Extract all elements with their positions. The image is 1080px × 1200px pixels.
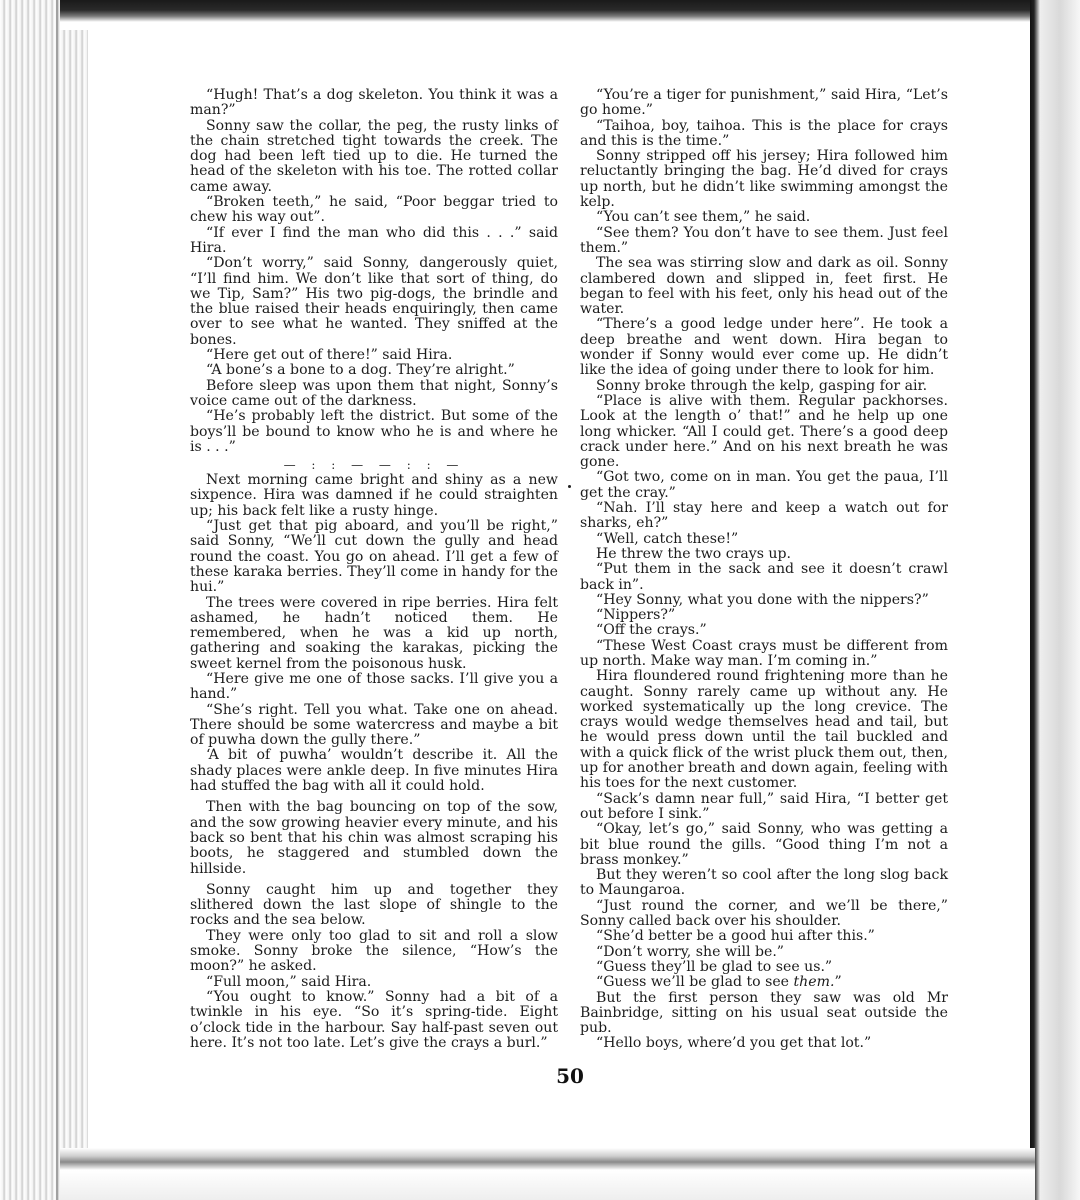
paragraph: They were only too glad to sit and roll a slow smoke. Sonny broke the silence, “How’s the moon?” he asked. bbox=[190, 927, 558, 975]
paragraph: “You’re a tiger for punishment,” said Hira, “Let’s go home.” bbox=[580, 87, 948, 119]
paragraph: “There’s a good ledge under here”. He took a deep breathe and went down. Hira began to wonder if Sonny would ever come up. He didn’t like the idea of going under there to look for him. bbox=[580, 316, 948, 379]
paragraph: Sonny saw the collar, the peg, the rusty links of the chain stretched tight towards the creek. The dog had been left tied up to die. He turned the head of the skeleton with his toe. The rotted collar came away. bbox=[190, 117, 558, 195]
page-number: 50 bbox=[556, 1064, 584, 1088]
scene-break: — : : — — : : — bbox=[283, 458, 465, 473]
paragraph: “Broken teeth,” he said, “Poor beggar tried to chew his way out”. bbox=[190, 194, 558, 226]
paragraph: “She’d better be a good hui after this.” bbox=[596, 928, 875, 945]
paragraph: Before sleep was upon them that night, Sonny’s voice came out of the darkness. bbox=[190, 377, 558, 409]
scan-top-edge bbox=[60, 0, 1030, 30]
paragraph: “If ever I find the man who did this . . .” said Hira. bbox=[190, 224, 558, 256]
paragraph: “Place is alive with them. Regular packhorses. Look at the length o’ that!” and he help up one long whicker. “All I could get. There’s a good deep crack under here.” And on his next breath he was gone. bbox=[580, 392, 948, 471]
paragraph: “Sack’s damn near full,” said Hira, “I better get out before I sink.” bbox=[580, 790, 948, 822]
emphasis: them. bbox=[793, 974, 835, 991]
paragraph bbox=[580, 975, 948, 990]
paragraph: Next morning came bright and shiny as a new sixpence. Hira was damned if he could straighten up; his back felt like a rusty hinge. bbox=[190, 472, 558, 519]
paragraph: ‘A bit of puwha’ wouldn’t describe it. All the shady places were ankle deep. In five minutes Hira had stuffed the bag with all it could hold. bbox=[190, 747, 558, 795]
paragraph: He threw the two crays up. bbox=[596, 545, 792, 562]
ink-speck bbox=[568, 485, 571, 488]
scan-left-edge bbox=[0, 0, 88, 1200]
paragraph: “Full moon,” said Hira. bbox=[206, 973, 372, 990]
paragraph: “Hugh! That’s a dog skeleton. You think it was a man?” bbox=[190, 87, 558, 119]
paragraph: Sonny stripped off his jersey; Hira followed him reluctantly bringing the bag. He’d dived for crays up north, but he didn’t like swimming amongst the kelp. bbox=[580, 148, 948, 211]
paragraph: “You ought to know.” Sonny had a bit of a twinkle in his eye. “So it’s spring-tide. Eight o’clock tide in the harbour. Say half-past seven out here. It’s not too late. Let’s give the crays a burl.” bbox=[190, 988, 558, 1051]
right-column bbox=[580, 88, 948, 1052]
paragraph: “Okay, let’s go,” said Sonny, who was getting a bit blue round the gills. “Good thing I’m not a brass monkey.” bbox=[580, 821, 948, 868]
paragraph: The sea was stirring slow and dark as oil. Sonny clambered down and slipped in, feet first. He began to feel with his feet, only his head out of the water. bbox=[580, 255, 948, 318]
text-segment: “Guess we’ll be glad to see bbox=[596, 974, 794, 991]
scan-bottom-edge bbox=[60, 1148, 1035, 1200]
paragraph: But they weren’t so cool after the long slog back to Maungaroa. bbox=[580, 867, 948, 899]
paragraph: “Don’t worry, she will be.” bbox=[596, 943, 785, 960]
paragraph: The trees were covered in ripe berries. Hira felt ashamed, he hadn’t noticed them. He remembered, when he was a kid up north, gathering and soaking the karakas, picking the sweet kernel from the poisonous husk. bbox=[190, 594, 558, 672]
paragraph: “Well, catch these!” bbox=[596, 530, 739, 547]
paragraph: “Guess they’ll be glad to see us.” bbox=[596, 958, 833, 975]
left-column bbox=[190, 88, 558, 1051]
paragraph: “Nippers?” bbox=[596, 607, 676, 624]
paragraph: “Hey Sonny, what you done with the nippers?” bbox=[596, 591, 929, 608]
paragraph: “You can’t see them,” he said. bbox=[596, 209, 811, 226]
paragraph: Sonny broke through the kelp, gasping for air. bbox=[596, 377, 928, 394]
paragraph: “He’s probably left the district. But some of the boys’ll be bound to know who he is and where he is . . .” bbox=[190, 408, 558, 455]
paragraph: “Just get that pig aboard, and you’ll be right,” said Sonny, “We’ll cut down the gully and head round the coast. You go on ahead. I’ll get a few of these karaka berries. They’ll come in handy for the hui.” bbox=[190, 518, 558, 596]
paragraph: “Don’t worry,” said Sonny, dangerously quiet, “I’ll find him. We don’t like that sort of thing, do we Tip, Sam?” His two pig-dogs, the brindle and the blue raised their heads enquiringly, then came over to see what he wanted. They sniffed at the bones. bbox=[190, 255, 558, 348]
paragraph: “Here give me one of those sacks. I’ll give you a hand.” bbox=[190, 670, 558, 703]
paragraph: “Just round the corner, and we’ll be there,” Sonny called back over his shoulder. bbox=[580, 897, 948, 930]
paragraph: “See them? You don’t have to see them. Just feel them.” bbox=[580, 224, 948, 256]
paragraph: “Here get out of there!” said Hira. bbox=[206, 347, 453, 364]
paragraph: Then with the bag bouncing on top of the sow, and the sow growing heavier every minute, and his back so bent that his chin was almost scraping his boots, he staggered and stumbled down the hillside. bbox=[190, 799, 558, 877]
paragraph: “Nah. I’ll stay here and keep a watch out for sharks, eh?” bbox=[580, 500, 948, 532]
paragraph: “These West Coast crays must be different from up north. Make way man. I’m coming in.” bbox=[580, 637, 948, 669]
paragraph: Sonny caught him up and together they slithered down the last slope of shingle to the rocks and the sea below. bbox=[190, 881, 558, 929]
paragraph: But the first person they saw was old Mr Bainbridge, sitting on his usual seat outside the pub. bbox=[580, 989, 948, 1037]
paragraph: “A bone’s a bone to a dog. They’re alright.” bbox=[206, 362, 515, 379]
scan-right-edge bbox=[1030, 0, 1080, 1200]
paragraph: “Hello boys, where’d you get that lot.” bbox=[596, 1035, 872, 1052]
paragraph: “She’s right. Tell you what. Take one on ahead. There should be some watercress and maybe a bit of puwha down the gully there.” bbox=[190, 701, 558, 749]
paragraph: “Off the crays.” bbox=[596, 622, 707, 639]
text-segment: ” bbox=[834, 974, 842, 991]
paragraph: “Taihoa, boy, taihoa. This is the place for crays and this is the time.” bbox=[580, 117, 948, 149]
paragraph: “Put them in the sack and see it doesn’t crawl back in”. bbox=[580, 561, 948, 593]
paragraph: Hira floundered round frightening more than he caught. Sonny rarely came up without any. He worked systematically up the long crevice. The crays would wedge themselves head and tail, but he would press down until the tail buckled and with a quick flick of the wrist pluck them out, then, up for another breath and down again, feeling with his toes for the next customer. bbox=[580, 668, 948, 792]
paragraph: “Got two, come on in man. You get the paua, I’ll get the cray.” bbox=[580, 469, 948, 501]
